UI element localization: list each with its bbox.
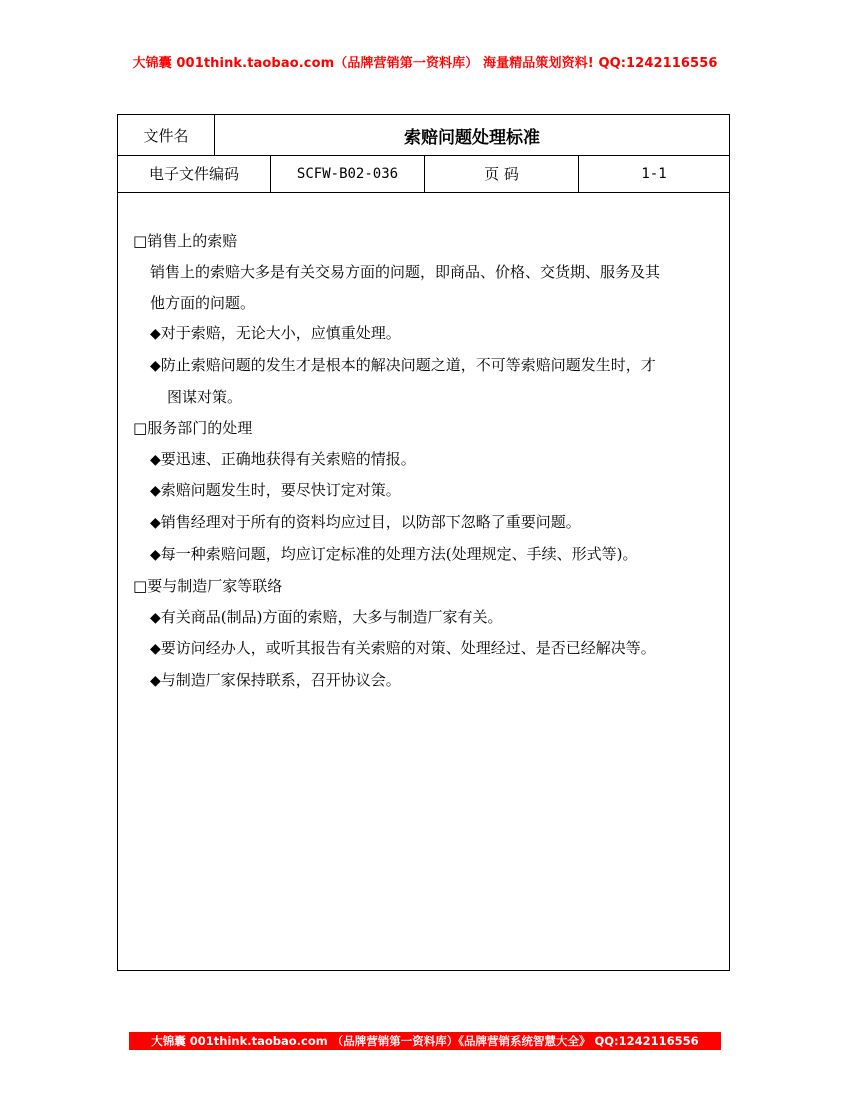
file-code-value: SCFW-B02-036 [271, 155, 425, 192]
page-value: 1-1 [641, 165, 667, 182]
page-label-text: 页 码 [484, 165, 519, 183]
diamond-bullet-icon: ◆ [150, 641, 161, 658]
page-label [425, 155, 579, 192]
bullet-text: 索赔问题发生时，要尽快订定对策。 [160, 481, 401, 500]
bullet-item [133, 350, 718, 382]
diamond-bullet-icon: ◆ [150, 451, 161, 468]
bullet-item [133, 665, 718, 697]
bullet-item [133, 633, 718, 665]
meta-row [118, 155, 729, 193]
document-body [133, 226, 718, 697]
checkbox-square-icon: □ [133, 232, 148, 250]
diamond-bullet-icon: ◆ [150, 358, 161, 375]
diamond-bullet-icon: ◆ [150, 609, 161, 626]
file-code-label: 电子文件编码 [118, 155, 271, 192]
bullet-text: 有关商品(制品)方面的索赔，大多与制造厂家有关。 [160, 607, 503, 626]
bullet-text: 要迅速、正确地获得有关索赔的情报。 [160, 449, 416, 468]
diamond-bullet-icon: ◆ [150, 673, 161, 690]
bullet-item [133, 475, 718, 507]
title-row [118, 115, 729, 156]
section-heading-text: 服务部门的处理 [147, 418, 253, 437]
header-banner [0, 52, 850, 71]
bullet-text: 防止索赔问题的发生才是根本的解决问题之道，不可等索赔问题发生时，才 [160, 356, 656, 375]
section-heading-text: 要与制造厂家等联络 [147, 576, 283, 595]
bullet-text: 对于索赔，无论大小，应慎重处理。 [160, 324, 401, 343]
section-heading [133, 571, 718, 602]
bullet-item [133, 507, 718, 539]
diamond-bullet-icon: ◆ [150, 546, 161, 563]
diamond-bullet-icon: ◆ [150, 483, 161, 500]
section-heading [133, 226, 718, 257]
paragraph-line: 销售上的索赔大多是有关交易方面的问题，即商品、价格、交货期、服务及其 [150, 262, 661, 281]
checkbox-square-icon: □ [133, 576, 148, 595]
document-title: 索赔问题处理标准 [404, 127, 540, 148]
bullet-item [133, 602, 718, 634]
footer-banner-text: 大锦囊 001think.taobao.com （品牌营销第一资料库）《品牌营销系统智慧大全》 QQ:1242116556 [151, 1034, 699, 1048]
bullet-item [133, 539, 718, 571]
bullet-text: 每一种索赔问题，均应订定标准的处理方法(处理规定、手续、形式等)。 [160, 544, 638, 563]
bullet-item [133, 318, 718, 350]
footer-banner [129, 1032, 721, 1050]
diamond-bullet-icon: ◆ [150, 326, 161, 343]
bullet-text: 与制造厂家保持联系，召开协议会。 [160, 671, 401, 690]
checkbox-square-icon: □ [133, 418, 148, 437]
paragraph-line: 他方面的问题。 [150, 293, 256, 312]
bullet-continuation: 图谋对策。 [167, 387, 243, 406]
bullet-item [133, 444, 718, 476]
bullet-text: 销售经理对于所有的资料均应过目，以防部下忽略了重要问题。 [160, 513, 581, 532]
section-heading [133, 413, 718, 444]
file-name-label: 文件名 [118, 115, 215, 155]
diamond-bullet-icon: ◆ [150, 515, 161, 532]
section-heading-text: 销售上的索赔 [147, 232, 238, 250]
bullet-text: 要访问经办人，或听其报告有关索赔的对策、处理经过、是否已经解决等。 [160, 639, 656, 658]
header-banner-text: 大锦囊 001think.taobao.com（品牌营销第一资料库） 海量精品策划资料! QQ:1242116556 [132, 56, 718, 71]
